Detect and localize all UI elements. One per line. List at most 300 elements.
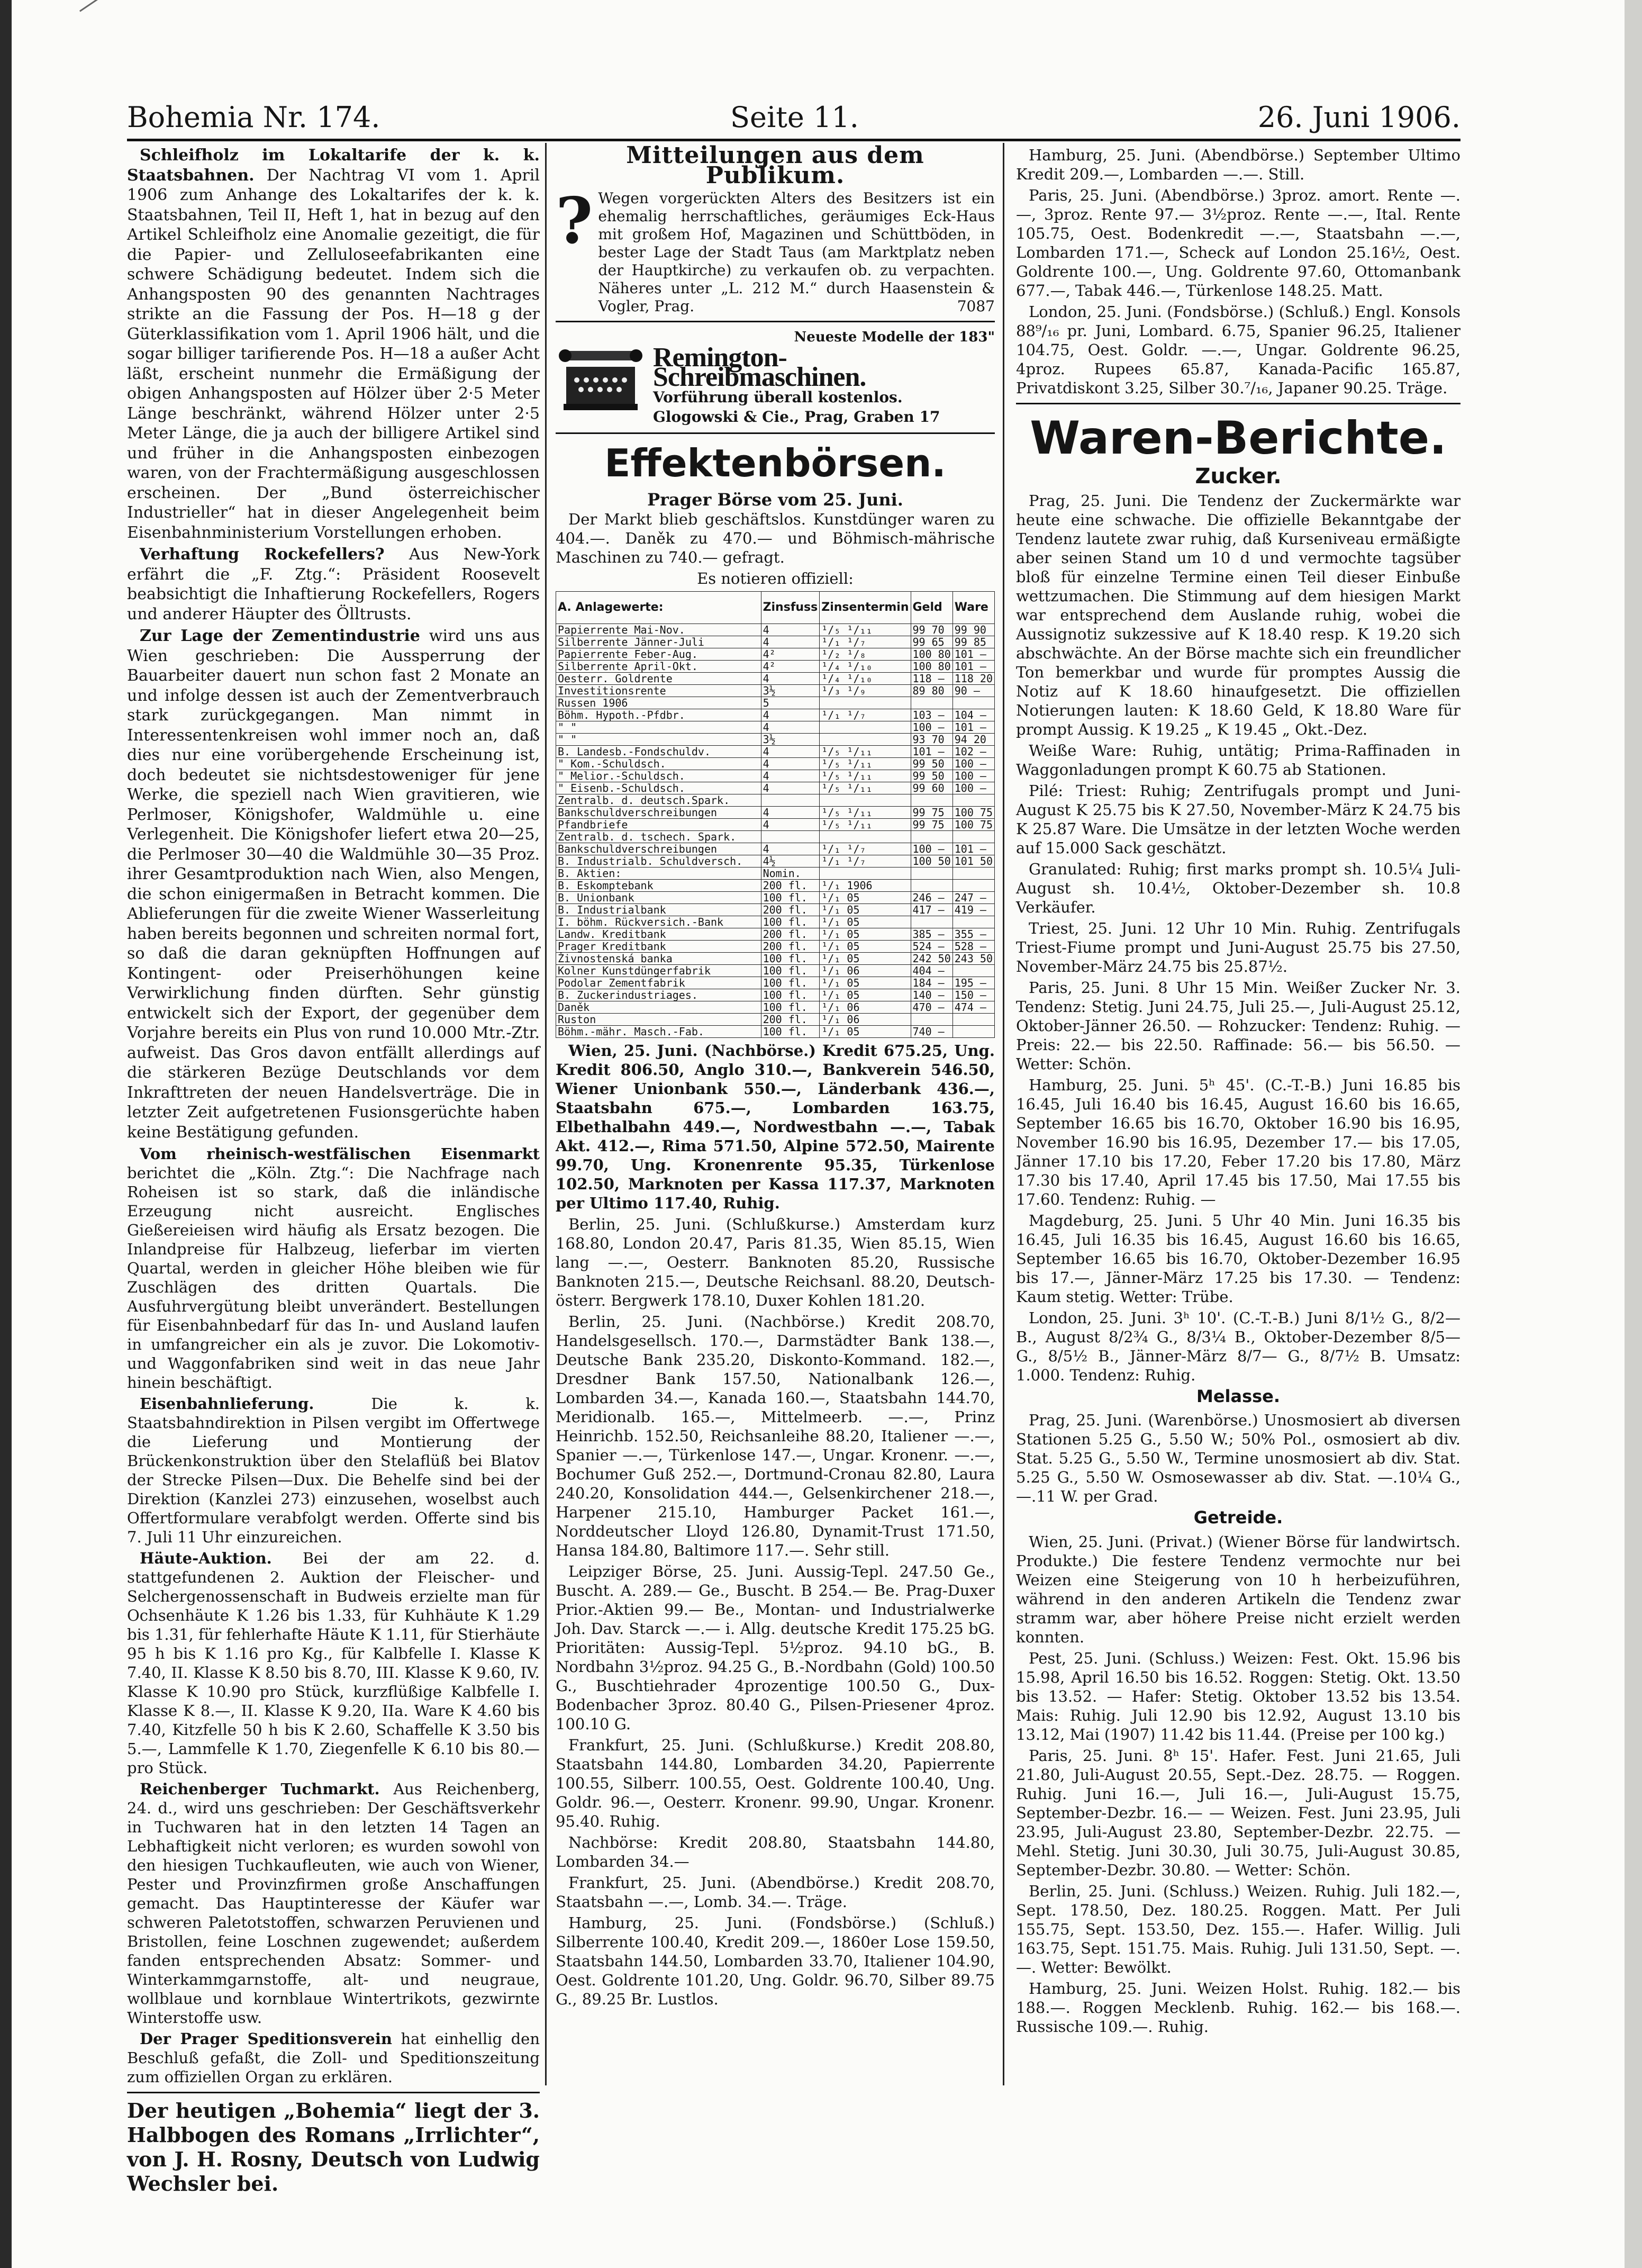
table-cell: 4	[761, 819, 820, 831]
table-cell: ¹/₅ ¹/₁₁	[820, 770, 911, 782]
table-cell: Prager Kreditbank	[556, 941, 761, 953]
table-row	[556, 721, 995, 734]
zucker-report: Prag, 25. Juni. Die Tendenz der Zuckermärkte war heute eine schwache. Die offizielle Bekanntgabe der Tendenz lautete zwar ruhig, daß Kurseniveau ermäßigte aber seinen Stand um 10 d und vermochte tagsüber bloß für einzelne Termine einen Teil dieser Einbuße wettzumachen. Die Stimmung auf dem hiesigen Markt war entsprechend dem Auslande ruhig, wobei die Aussignotiz sukzessive auf K 18.40 resp. K 19.20 sich abschwächte. An der Börse machte sich ein freundlicher Ton bemerkbar und wurde für promptes Aussig die Notiz auf K 18.60 hinaufgesetzt. Die offiziellen Notierungen lauten: K 18.60 Geld, K 18.80 Ware für prompt Aussig. K 19.25 „ K 19.45 „ Okt.-Dez.	[1016, 491, 1460, 738]
column-market-reports	[1016, 146, 1460, 2038]
table-cell: ¹/₄ ¹/₁₀	[820, 661, 911, 673]
table-cell: 4	[761, 843, 820, 855]
table-cell: 101 —	[952, 648, 994, 661]
article	[127, 626, 540, 1142]
table-cell: 101 —	[952, 721, 994, 734]
table-cell: ¹/₁ 05	[820, 989, 911, 1001]
section-title-publikum: Mitteilungen aus dem Publikum.	[626, 142, 924, 189]
table-cell: 150 —	[952, 989, 994, 1001]
fold-mark	[79, 0, 256, 12]
table-row	[556, 697, 995, 709]
article-text: wird uns aus Wien geschrieben: Die Aussperrung der Bauarbeiter dauert nun schon fast 2 Monate an und infolge dessen ist auch der Zementverbrauch stark zurückgegangen. Man nimmt in Interessentenkreisen wohl immer noch an, daß dies nur eine vorübergehende Erscheinung ist, doch bedeutet sie nichtsdestoweniger für jene Werke, die speziell nach Wien gravitieren, wie Perlmoser, Königshofer, Waldmühle u. eine Verlegenheit. Die Königshofer liefert etwa 20—25, die Perlmoser 30—40 die Waldmühle 30—35 Proz. ihrer Gesamtproduktion nach Wien, also Mengen, die schon einigermaßen in Betracht kommen. Die Ablieferungen für die zweite Wiener Wasserleitung haben bereits begonnen und schreiten normal fort, so daß die daran geknüpften Hoffnungen auf Kontingent- oder Preiserhöhungen keine Verwirklichung finden dürften. Sehr günstig entwickelt sich der Export, der gegenüber dem Vorjahre bereits ein Plus von rund 10.000 Mtr.-Ztr. aufweist. Das Gros davon entfällt allerdings auf die stärkeren Bezüge Deutschlands vor dem Inkrafttreten der neuen Handelsverträge. Die in letzter Zeit aufgetretenen Fusionsgerüchte haben keine Bestätigung gefunden.	[127, 627, 540, 1142]
table-cell	[820, 734, 911, 746]
table-body	[556, 624, 995, 1038]
remington-line: Vorführung überall kostenlos.	[653, 388, 903, 406]
table-cell: 4	[761, 636, 820, 648]
table-cell: 140 —	[911, 989, 952, 1001]
table-cell: 100 fl.	[761, 965, 820, 977]
article-text: Aus New-York erfährt die „F. Ztg.“: Präsident Roosevelt beabsichtigt die Inhaftierung Rockefellers, Rogers und anderer Häupter des Ölltrusts.	[127, 545, 540, 624]
table-row	[556, 941, 995, 953]
table-cell: 4²	[761, 661, 820, 673]
table-cell: Papierrente Mai-Nov.	[556, 624, 761, 636]
table-cell: 100 fl.	[761, 1026, 820, 1038]
hamburg-report: Hamburg, 25. Juni. (Fondsbörse.) (Schluß.) Silberrente 100.40, Kredit 209.—, 1860er Lose 159.50, Staatsbahn 144.50, Lombarden 33.70, Italiener 104.90, Oest. Goldrente 101.20, Ung. Goldr. 96.70, Silber 89.75 G., 89.25 Br. Lustlos.	[556, 1914, 995, 2008]
article	[127, 1549, 540, 1777]
table-cell: 101 50	[952, 855, 994, 868]
table-cell: 200 fl.	[761, 1014, 820, 1026]
article-text: Aus Reichenberg, 24. d., wird uns geschrieben: Der Geschäftsverkehr in Tuchwaren hat in den letzten 14 Tagen an Lebhaftigkeit nicht verloren; es wurden sowohl von den hiesigen Tuchkaufleuten, wie auch von Wiener, Pester und Provinzfirmen große Anschaffungen gemacht. Das Hauptinteresse der Käufer war schweren Paletotstoffen, schwarzen Peruvienen und Bristollen, feine Loschnen zugewendet; außerdem fanden entsprechenden Absatz: Sommer- und Winterkammgarnstoffe, alt- und neugraue, wollblaue und kornblaue Wintertrikots, gezwirnte Winterstoffe usw.	[127, 1780, 540, 2027]
article	[127, 146, 540, 543]
table-row	[556, 843, 995, 855]
article-text: Bei der am 22. d. stattgefundenen 2. Auktion der Fleischer- und Selchergenossenschaft in Budweis erzielte man für Ochsenhäute K 1.26 bis 1.33, für Kuhhäute K 1.29 bis 1.31, für fehlerhafte Häute K 1.11, für Stierhäute 95 h bis K 1.16 pro Kg., für Kalbfelle I. Klasse K 7.40, II. Klasse K 8.50 bis 8.70, III. Klasse K 9.60, IV. Klasse K 10.90 pro Stück, kurzflüßige Kalbfelle I. Klasse K 8.—, II. Klasse K 9.20, IIa. Ware K 4.60 bis 7.40, Kitzfelle 50 h bis K 2.60, Schaffelle K 3.50 bis 5.—, Lammfelle K 1.70, Ziegenfelle K 6.10 bis 80.— pro Stück.	[127, 1549, 540, 1777]
table-cell	[911, 880, 952, 892]
table-cell: 100 fl.	[761, 892, 820, 904]
binding-edge	[0, 0, 12, 2268]
table-cell	[952, 868, 994, 880]
table-cell: Silberrente April-Okt.	[556, 661, 761, 673]
table-cell: 101 —	[911, 746, 952, 758]
table-cell: 93 70	[911, 734, 952, 746]
berlin-nachboerse: Berlin, 25. Juni. (Nachbörse.) Kredit 208.70, Handelsgesellsch. 170.—, Darmstädter Bank 138.—, Deutsche Bank 235.20, Diskonto-Kommand. 182.—, Dresdner Bank 157.50, Nationalbank 126.—, Lombarden 34.—, Kanada 160.—, Staatsbahn 144.70, Meridionalb. 165.—, Mittelmeerb. —.—, Prinz Heinrichb. 152.50, Reichsanleihe 88.20, Italiener —.—, Spanier —.—, Türkenlose 147.—, Ungar. Kronenr. —.—, Bochumer Guß 252.—, Dortmund-Cronau 82.80, Laura 240.20, Konsolidation 444.—, Gelsenkirchener 218.—, Harpener 215.10, Hamburger Packet 161.—, Norddeutscher Lloyd 126.80, Dynamit-Trust 171.50, Hansa 184.80, Baltimore 117.—. Sehr still.	[556, 1313, 995, 1559]
table-cell	[952, 965, 994, 977]
table-cell	[911, 831, 952, 843]
table-cell: 4	[761, 807, 820, 819]
table-cell: 246 —	[911, 892, 952, 904]
table-cell: ¹/₁ 05	[820, 928, 911, 941]
zucker-report: Pilé: Triest: Ruhig; Zentrifugals prompt und Juni-August K 25.75 bis K 27.50, November-März K 24.75 bis K 25.87 Ware. Die Umsätze in der letzten Woche werden auf 15.000 Sack geschätzt.	[1016, 781, 1460, 857]
table-cell: 99 75	[911, 807, 952, 819]
table-cell: ¹/₁ 05	[820, 904, 911, 916]
getreide-report: Berlin, 25. Juni. (Schluss.) Weizen. Ruhig. Juli 182.—, Sept. 178.50, Dez. 180.25. Roggen. Matt. Per Juli 155.75, Sept. 153.50, Dez. 155.—. Hafer. Willig. Juli 163.75, Sept. 151.75. Mais. Ruhig. Juli 131.50, Sept. —.—. Wetter: Bewölkt.	[1016, 1882, 1460, 1976]
table-row	[556, 855, 995, 868]
table-cell: Landw. Kreditbank	[556, 928, 761, 941]
table-cell: 99 70	[911, 624, 952, 636]
table-cell: 101 —	[952, 843, 994, 855]
table-cell: ¹/₁ 05	[820, 941, 911, 953]
table-row	[556, 819, 995, 831]
table-cell: 4	[761, 770, 820, 782]
table-cell: ¹/₁ 06	[820, 1001, 911, 1014]
table-cell: 89 80	[911, 685, 952, 697]
notiert-label: Es notieren offiziell:	[697, 570, 854, 588]
table-cell: 102 —	[952, 746, 994, 758]
zucker-report: Weiße Ware: Ruhig, untätig; Prima-Raffinaden in Waggonladungen prompt K 60.75 ab Stationen.	[1016, 741, 1460, 779]
getreide-report: Hamburg, 25. Juni. Weizen Holst. Ruhig. 182.— bis 188.—. Roggen Mecklenb. Ruhig. 162.— bis 168.—. Russische 109.—. Ruhig.	[1016, 1979, 1460, 2036]
table-cell: " "	[556, 734, 761, 746]
table-cell: Zentralb. d. deutsch.Spark.	[556, 794, 761, 807]
table-cell: " Melior.-Schuldsch.	[556, 770, 761, 782]
table-cell	[911, 794, 952, 807]
table-cell: Podolar Zementfabrik	[556, 977, 761, 989]
table-cell: ¹/₁ 05	[820, 1026, 911, 1038]
table-cell: B. Zuckerindustriages.	[556, 989, 761, 1001]
table-row	[556, 807, 995, 819]
table-cell	[761, 831, 820, 843]
table-row	[556, 685, 995, 697]
article-head: Verhaftung Rockefellers?	[140, 545, 385, 564]
table-cell	[911, 697, 952, 709]
table-cell: ¹/₁ 05	[820, 953, 911, 965]
table-cell: 4	[761, 721, 820, 734]
table-cell: 243 50	[952, 953, 994, 965]
table-cell: 470 —	[911, 1001, 952, 1014]
table-cell: Investitionsrente	[556, 685, 761, 697]
table-cell: 242 50	[911, 953, 952, 965]
table-cell: ¹/₁ 06	[820, 965, 911, 977]
table-cell: " Kom.-Schuldsch.	[556, 758, 761, 770]
table-cell: Nomin.	[761, 868, 820, 880]
table-cell: 103 —	[911, 709, 952, 721]
table-cell	[820, 831, 911, 843]
remington-tagline: Neueste Modelle der 183"	[794, 329, 995, 345]
table-cell	[952, 1014, 994, 1026]
table-row	[556, 977, 995, 989]
table-cell: 100 —	[911, 843, 952, 855]
table-cell: 99 50	[911, 758, 952, 770]
table-cell: ¹/₃ ¹/₉	[820, 685, 911, 697]
table-cell: 99 85	[952, 636, 994, 648]
article	[127, 1779, 540, 2027]
table-cell: ¹/₅ ¹/₁₁	[820, 819, 911, 831]
table-cell: 100 —	[911, 721, 952, 734]
table-cell: 100 75	[952, 819, 994, 831]
table-cell: 100 —	[952, 770, 994, 782]
table-cell: 101 —	[952, 661, 994, 673]
header-date: 26. Juni 1906.	[1257, 101, 1460, 134]
table-cell: ¹/₂ ¹/₈	[820, 648, 911, 661]
zucker-report: Paris, 25. Juni. 8 Uhr 15 Min. Weißer Zucker Nr. 3. Tendenz: Stetig. Juni 24.75, Juli 25.—, Juli-August 25.12, Oktober-Jänner 26.50. — Rohzucker: Tendenz: Ruhig. — Preis: 22.— bis 22.50. Raffinade: 56.— bis 56.50. — Wetter: Schön.	[1016, 978, 1460, 1073]
table-row	[556, 746, 995, 758]
table-header-row	[556, 592, 995, 624]
table-cell: 740 —	[911, 1026, 952, 1038]
table-cell: 100 fl.	[761, 977, 820, 989]
table-cell: 100 fl.	[761, 953, 820, 965]
table-cell: " "	[556, 721, 761, 734]
table-row	[556, 892, 995, 904]
table-row	[556, 831, 995, 843]
table-cell: I. böhm. Rückversich.-Bank	[556, 916, 761, 928]
table-row	[556, 709, 995, 721]
table-cell	[952, 831, 994, 843]
article	[127, 2029, 540, 2086]
table-row	[556, 916, 995, 928]
table-cell: 100 —	[952, 758, 994, 770]
table-cell	[820, 697, 911, 709]
page-edge	[1625, 0, 1642, 2268]
table-cell: ¹/₅ ¹/₁₁	[820, 807, 911, 819]
table-cell	[952, 880, 994, 892]
table-cell: 4	[761, 624, 820, 636]
article-text: Die k. k. Staatsbahndirektion in Pilsen vergibt im Offertwege die Lieferung und Montierung der Brückenkonstruktion über den Stelaflüß bei Blatov der Strecke Pilsen—Dux. Die Behelfe sind bei der Direktion (Kanzlei 273) einzusehen, woselbst auch Offertformulare verabfolgt werden. Offerte sind bis 7. Juli 11 Uhr einzureichen.	[127, 1395, 540, 1546]
market-report: Hamburg, 25. Juni. (Abendbörse.) September Ultimo Kredit 209.—, Lombarden —.—. Still.	[1016, 146, 1460, 183]
subsection-getreide: Getreide.	[1193, 1507, 1283, 1528]
table-cell: 417 —	[911, 904, 952, 916]
zucker-report: London, 25. Juni. 3ʰ 10'. (C.-T.-B.) Juni 8/1½ G., 8/2— B., August 8/2¾ G., 8/3¼ B., Oktober-Dezember 8/5— G., 8/5½ B., Jänner-März 8/7— G., 8/7½ B. Umsatz: 1.000. Tendenz: Ruhig.	[1016, 1308, 1460, 1384]
table-cell: " Eisenb.-Schuldsch.	[556, 782, 761, 794]
col-header: Ware	[952, 592, 994, 624]
table-cell: B. Industrialbank	[556, 904, 761, 916]
table-cell: ¹/₄ ¹/₁₀	[820, 673, 911, 685]
market-intro: Der Markt blieb geschäftslos. Kunstdünger waren zu 404.—. Daněk zu 470.— und Böhmisch-mährische Maschinen zu 740.— gefragt.	[556, 510, 995, 566]
table-row	[556, 880, 995, 892]
table-cell	[820, 794, 911, 807]
zucker-report: Magdeburg, 25. Juni. 5 Uhr 40 Min. Juni 16.35 bis 16.45, Juli 16.35 bis 16.45, August 16.60 bis 16.65, September 16.65 bis 16.70, Oktober-Dezember 16.95 bis 17.—, Jänner-März 17.25 bis 17.30. — Tendenz: Kaum stetig. Wetter: Trübe.	[1016, 1211, 1460, 1306]
table-cell	[911, 916, 952, 928]
table-cell	[952, 1026, 994, 1038]
column-economic-news	[127, 146, 540, 2198]
berlin-report: Berlin, 25. Juni. (Schlußkurse.) Amsterdam kurz 168.80, London 20.47, Paris 81.35, Wien 85.15, Wien lang —.—, Oesterr. Banknoten 85.20, Russische Banknoten 215.—, Deutsche Reichsanl. 88.20, Deutsch-österr. Bergwerk 178.10, Duxer Kohlen 181.20.	[556, 1215, 995, 1309]
table-cell: 100 fl.	[761, 916, 820, 928]
remington-ad	[556, 328, 995, 427]
table-cell: B. Unionbank	[556, 892, 761, 904]
col-header: Geld	[911, 592, 952, 624]
table-cell: B. Landesb.-Fondschuldv.	[556, 746, 761, 758]
table-cell: 100 fl.	[761, 989, 820, 1001]
frankfurt-report: Frankfurt, 25. Juni. (Schlußkurse.) Kredit 208.80, Staatsbahn 144.80, Lombarden 34.20, Papierrente 100.55, Silberr. 100.55, Oest. Goldrente 100.40, Ung. Goldr. 96.—, Oesterr. Kronenr. 99.90, Ungar. Kronenr. 95.40. Ruhig.	[556, 1736, 995, 1830]
wien-text: Wien, 25. Juni. (Nachbörse.) Kredit 675.25, Ung. Kredit 806.50, Anglo 310.—, Bankverein 546.50, Wiener Unionbank 550.—, Länderbank 436.—, Staatsbahn 675.—, Lombarden 163.75, Elbethalbahn 449.—, Nordwestbahn —.—, Tabak Akt. 412.—, Rima 571.50, Alpine 572.50, Mairente 99.70, Ung. Kronenrente 95.35, Türkenlose 102.50, Marknoten per Kassa 117.37, Marknoten per Ultimo 117.40, Ruhig.	[556, 1042, 995, 1212]
melasse-report: Prag, 25. Juni. (Warenbörse.) Unosmosiert ab diversen Stationen 5.25 G., 5.50 W.; 50% Pol., osmosiert ab div. Stat. 5.25 G., 5.50 W., Termine unosmosiert ab div. Stat. 5.25 G., 5.50 W. Osmosewasser ab div. Stat. —.10¼ G., —.11 W. per Grad.	[1016, 1411, 1460, 1505]
table-cell	[820, 868, 911, 880]
column-divider	[1003, 143, 1004, 2085]
table-row	[556, 794, 995, 807]
table-cell: B. Aktien:	[556, 868, 761, 880]
table-row	[556, 770, 995, 782]
article	[127, 1144, 540, 1392]
table-cell: 100 fl.	[761, 1001, 820, 1014]
section-title-effektenboersen: Effektenbörsen.	[604, 440, 946, 485]
table-cell: 3½	[761, 734, 820, 746]
table-row	[556, 734, 995, 746]
table-cell: Bankschuldverschreibungen	[556, 843, 761, 855]
section-rule	[556, 432, 995, 434]
table-cell: 528 —	[952, 941, 994, 953]
wien-report	[556, 1041, 995, 1213]
table-cell: 4	[761, 782, 820, 794]
table-cell: 100 80	[911, 648, 952, 661]
table-cell: 118 —	[911, 673, 952, 685]
table-row	[556, 953, 995, 965]
table-row	[556, 624, 995, 636]
table-cell: Živnostenská banka	[556, 953, 761, 965]
table-cell: Bankschuldverschreibungen	[556, 807, 761, 819]
table-row	[556, 989, 995, 1001]
prager-boerse-title: Prager Börse vom 25. Juni.	[647, 489, 903, 510]
table-cell: 100 80	[911, 661, 952, 673]
table-cell: 195 —	[952, 977, 994, 989]
remington-name: Remington-Schreibmaschinen.	[653, 342, 866, 392]
table-cell: 4	[761, 758, 820, 770]
supplement-note: Der heutigen „Bohemia“ liegt der 3. Halbbogen des Romans „Irrlichter“, von J. H. Rosny, Deutsch von Ludwig Wechsler bei.	[127, 2099, 540, 2195]
table-cell: 104 —	[952, 709, 994, 721]
table-cell: Russen 1906	[556, 697, 761, 709]
column-divider	[545, 143, 547, 2085]
ad-text: Wegen vorgerückten Alters des Besitzers ist ein ehemalig herrschaftliches, geräumiges Eck-Haus mit großem Hof, Magazinen und Schüttböden, in bester Lage der Stadt Taus (am Marktplatz neben der Hauptkirche) zu verkaufen ob. zu verpachten. Näheres unter „L. 212 M.“ durch Haasenstein & Vogler, Prag.	[598, 189, 995, 315]
table-cell: 4	[761, 709, 820, 721]
table-row	[556, 758, 995, 770]
table-row	[556, 1014, 995, 1026]
col-header: Zinsfuss	[761, 592, 820, 624]
table-cell: 3½	[761, 685, 820, 697]
table-cell: ¹/₁ 05	[820, 892, 911, 904]
article-head: Eisenbahnlieferung.	[140, 1395, 314, 1413]
table-row	[556, 868, 995, 880]
table-cell	[820, 721, 911, 734]
table-row	[556, 636, 995, 648]
table-cell: 184 —	[911, 977, 952, 989]
table-cell: ¹/₁ 05	[820, 977, 911, 989]
remington-address: Glogowski & Cie., Prag, Graben 17	[653, 408, 940, 426]
table-row	[556, 673, 995, 685]
getreide-report: Pest, 25. Juni. (Schluss.) Weizen: Fest. Okt. 15.96 bis 15.98, April 16.50 bis 16.52. Roggen: Stetig. Okt. 13.50 bis 13.52. — Hafer: Stetig. Oktober 13.52 bis 13.54. Mais: Ruhig. Juli 12.90 bis 12.92, August 13.10 bis 13.12, Mai (1907) 11.42 bis 11.44. (Preise per 100 kg.)	[1016, 1649, 1460, 1743]
table-cell: 419 —	[952, 904, 994, 916]
table-cell: Papierrente Feber-Aug.	[556, 648, 761, 661]
table-cell	[952, 794, 994, 807]
table-cell	[911, 868, 952, 880]
table-cell: 385 —	[911, 928, 952, 941]
ad-number: 7087	[957, 297, 995, 315]
table-row	[556, 965, 995, 977]
table-cell: ¹/₁ ¹/₇	[820, 843, 911, 855]
table-cell: 474 —	[952, 1001, 994, 1014]
table-cell: 200 fl.	[761, 880, 820, 892]
getreide-report: Wien, 25. Juni. (Privat.) (Wiener Börse für landwirtsch. Produkte.) Die festere Tendenz vermochte nur bei Weizen eine Steigerung von 10 h herbeizuführen, während in den anderen Artikeln die Tendenz zwar stramm war, aber höhere Preise nicht erzielt werden konnten.	[1016, 1532, 1460, 1646]
market-report: Paris, 25. Juni. (Abendbörse.) 3proz. amort. Rente —.—, 3proz. Rente 97.— 3½proz. Rente —.—, Ital. Rente 105.75, Oest. Bodenkredit —.—, Staatsbahn —.—, Lombarden 171.—, Scheck auf London 25.16½, Oest. Goldrente 100.—, Ung. Goldrente 97.60, Ottomanbank 677.—, Tabak 446.—, Türkenlose 148.25. Matt.	[1016, 186, 1460, 300]
column-stock-exchange	[556, 142, 995, 2011]
property-ad	[556, 184, 995, 315]
table-cell: ¹/₁ 06	[820, 1014, 911, 1026]
header-page: Seite 11.	[730, 101, 859, 134]
table-cell: 94 20	[952, 734, 994, 746]
section-rule	[127, 2092, 540, 2093]
page-header	[127, 95, 1460, 138]
table-cell: ¹/₁ ¹/₇	[820, 855, 911, 868]
market-report: London, 25. Juni. (Fondsbörse.) (Schluß.) Engl. Konsols 88⁹/₁₆ pr. Juni, Lombard. 6.75, Spanier 96.25, Italiener 104.75, Oest. Goldr. —.—, Ungar. Goldrente 96.25, 4proz. Rupees 65.87, Kanada-Pacific 165.87, Privatdiskont 3.25, Silber 30.⁷/₁₆, Japaner 90.25. Träge.	[1016, 303, 1460, 397]
leipzig-report: Leipziger Börse, 25. Juni. Aussig-Tepl. 247.50 Ge., Buscht. A. 289.— Ge., Buscht. B 254.— Be. Prag-Duxer Prior.-Aktien 99.— Be., Montan- und Industrialwerke Joh. Dav. Starck —.— i. Allg. deutsche Kredit 175.25 bG. Prioritäten: Aussig-Tepl. 5½proz. 94.10 bG., B. Nordbahn 3½proz. 94.25 G., B.-Nordbahn (Gold) 100.50 G., Buschtiehrader 4prozentige 100.50 G., Dux-Bodenbacher 3proz. 80.40 G., Pilsen-Priesener 4proz. 100.10 G.	[556, 1562, 995, 1733]
table-cell: 200 fl.	[761, 941, 820, 953]
table-cell: 524 —	[911, 941, 952, 953]
table-cell: 404 —	[911, 965, 952, 977]
article-head: Zur Lage der Zementindustrie	[140, 627, 420, 645]
table-cell: Böhm. Hypoth.-Pfdbr.	[556, 709, 761, 721]
table-cell: ¹/₁ ¹/₇	[820, 636, 911, 648]
typewriter-icon	[556, 338, 646, 417]
table-row	[556, 661, 995, 673]
table-row	[556, 1001, 995, 1014]
table-row	[556, 1026, 995, 1038]
frankfurt-nachboerse: Nachbörse: Kredit 208.80, Staatsbahn 144.80, Lombarden 34.—	[556, 1833, 995, 1871]
col-header: Zinsentermin	[820, 592, 911, 624]
article-text: hat einhellig den Beschluß gefaßt, die Zoll- und Speditionszeitung zum offiziellen Organ zu erklären.	[127, 2030, 540, 2086]
table-cell: ¹/₅ ¹/₁₁	[820, 782, 911, 794]
header-rule	[127, 139, 1460, 141]
table-cell	[952, 697, 994, 709]
table-cell: Ruston	[556, 1014, 761, 1026]
table-cell: 99 90	[952, 624, 994, 636]
table-cell: 200 fl.	[761, 904, 820, 916]
article-text: Der Nachtrag VI vom 1. April 1906 zum Anhange des Lokaltarifes der k. k. Staatsbahnen, Teil II, Heft 1, hat in bezug auf den Artikel Schleifholz eine Anomalie gezeitigt, die für die Papier- und Zelluloseefabrikanten eine schwere Schädigung bedeutet. Indem sich die Anhangsposten 90 des genannten Nachtrages strikte an die Fassung der Pos. H—18 g der Güterklassifikation vom 1. April 1906 hält, und die sogar billiger tarifierende Pos. H—18 a außer Acht läßt, erscheint nunmehr die Ermäßigung der obigen Anhangsposten auf Hölzer über 2·5 Meter Länge beschränkt, während Hölzer unter 2·5 Meter Länge, die ja auch der billigere Artikel sind und früher in die Anhangsposten einbezogen waren, von der Frachtermäßigung ausgeschlossen erscheinen. Der „Bund österreichischer Industrieller“ hat in dieser Angelegenheit beim Eisenbahnministerium Vorstellungen erhoben.	[127, 166, 540, 542]
table-cell: ¹/₁ 05	[820, 916, 911, 928]
question-mark-glyph: ?	[556, 184, 593, 258]
table-cell: 90 —	[952, 685, 994, 697]
table-cell: 247 —	[952, 892, 994, 904]
table-cell: Daněk	[556, 1001, 761, 1014]
table-cell: B. Industrialb. Schuldversch.	[556, 855, 761, 868]
section-rule	[1016, 403, 1460, 404]
table-row	[556, 928, 995, 941]
zucker-report: Triest, 25. Juni. 12 Uhr 10 Min. Ruhig. Zentrifugals Triest-Fiume prompt und Juni-August 25.75 bis 27.50, November-März 24.75 bis 25.87½.	[1016, 919, 1460, 975]
section-rule	[556, 321, 995, 322]
table-cell: ¹/₅ ¹/₁₁	[820, 758, 911, 770]
col-header: A. Anlagewerte:	[556, 592, 761, 624]
table-row	[556, 904, 995, 916]
table-cell: 100 75	[952, 807, 994, 819]
table-cell: ¹/₁ 1906	[820, 880, 911, 892]
table-cell	[761, 794, 820, 807]
table-cell: 99 50	[911, 770, 952, 782]
zucker-report: Granulated: Ruhig; first marks prompt sh. 10.5¼ Juli-August sh. 10.4½, Oktober-Dezember sh. 10.8 Verkäufer.	[1016, 860, 1460, 916]
frankfurt-abend: Frankfurt, 25. Juni. (Abendbörse.) Kredit 208.70, Staatsbahn —.—, Lomb. 34.—. Träge.	[556, 1874, 995, 1911]
table-cell: Zentralb. d. tschech. Spark.	[556, 831, 761, 843]
table-cell: 4	[761, 673, 820, 685]
header-paper: Bohemia Nr. 174.	[127, 101, 380, 134]
table-cell: 100 50	[911, 855, 952, 868]
subsection-zucker: Zucker.	[1195, 464, 1282, 489]
table-cell: 99 65	[911, 636, 952, 648]
article	[127, 545, 540, 624]
article-head: Schleifholz im Lokaltarife der k. k. Staatsbahnen.	[127, 146, 540, 185]
table-cell: B. Eskomptebank	[556, 880, 761, 892]
table-cell: Silberrente Jänner-Juli	[556, 636, 761, 648]
article-head: Reichenberger Tuchmarkt.	[140, 1780, 380, 1798]
table-cell: 355 —	[952, 928, 994, 941]
table-cell: 100 —	[952, 782, 994, 794]
table-cell: Oesterr. Goldrente	[556, 673, 761, 685]
table-cell: 99 60	[911, 782, 952, 794]
table-cell: 200 fl.	[761, 928, 820, 941]
table-cell: Böhm.-mähr. Masch.-Fab.	[556, 1026, 761, 1038]
section-title-warenberichte: Waren-Berichte.	[1030, 412, 1447, 465]
table-cell: 118 20	[952, 673, 994, 685]
table-cell	[952, 916, 994, 928]
table-cell: ¹/₅ ¹/₁₁	[820, 624, 911, 636]
article-head: Häute-Auktion.	[140, 1549, 272, 1567]
table-cell: ¹/₁ ¹/₇	[820, 709, 911, 721]
table-row	[556, 782, 995, 794]
article-head: Vom rheinisch-westfälischen Eisenmarkt	[140, 1145, 540, 1163]
zucker-report: Hamburg, 25. Juni. 5ʰ 45'. (C.-T.-B.) Juni 16.85 bis 16.45, Juli 16.40 bis 16.45, August 16.60 bis 16.65, September 16.65 bis 16.70, Oktober 16.90 bis 16.95, November 16.90 bis 16.95, Dezember 17.— bis 17.05, Jänner 17.10 bis 17.20, Feber 17.20 bis 17.80, März 17.30 bis 17.40, April 17.45 bis 17.50, Mai 17.55 bis 17.60. Tendenz: Ruhig. —	[1016, 1076, 1460, 1208]
table-cell: Kolner Kunstdüngerfabrik	[556, 965, 761, 977]
subsection-melasse: Melasse.	[1196, 1386, 1281, 1406]
article-text: berichtet die „Köln. Ztg.“: Die Nachfrage nach Roheisen ist so stark, daß die inländische Erzeugung nicht ausreicht. Englisches Gießereieisen wird häufig als Ersatz bezogen. Die Inlandpreise für Halbzeug, lieferbar im vierten Quartal, werden in gleicher Höhe bleiben wie für Zuschlägen des dritten Quartals. Die Ausfuhrvergütung bleibt unverändert. Bestellungen für Eisenbahnbedarf für das In- und Ausland laufen in umfangreicher ein als je zuvor. Die Lokomotiv- und Waggonfabriken sind weit in das neue Jahr hinein beschäftigt.	[127, 1164, 540, 1391]
table-cell: 4½	[761, 855, 820, 868]
table-cell: 99 75	[911, 819, 952, 831]
table-cell: 5	[761, 697, 820, 709]
table-cell: 4²	[761, 648, 820, 661]
article-head: Der Prager Speditionsverein	[140, 2030, 392, 2048]
quotation-table	[556, 591, 995, 1038]
table-cell: 4	[761, 746, 820, 758]
article	[127, 1394, 540, 1547]
table-cell: Pfandbriefe	[556, 819, 761, 831]
table-cell: ¹/₅ ¹/₁₁	[820, 746, 911, 758]
getreide-report: Paris, 25. Juni. 8ʰ 15'. Hafer. Fest. Juni 21.65, Juli 21.80, Juli-August 20.55, Sept.-Dez. 28.75. — Roggen. Ruhig. Juni 16.—, Juli 16.—, Juli-August 15.75, September-Dezbr. 16.— — Weizen. Fest. Juni 23.95, Juli 23.95, Juli-August 23.80, September-Dezbr. 22.75. — Mehl. Stetig. Juni 30.30, Juli 30.75, Juli-August 30.85, September-Dezbr. 30.80. — Wetter: Schön.	[1016, 1746, 1460, 1879]
table-row	[556, 648, 995, 661]
table-cell	[911, 1014, 952, 1026]
